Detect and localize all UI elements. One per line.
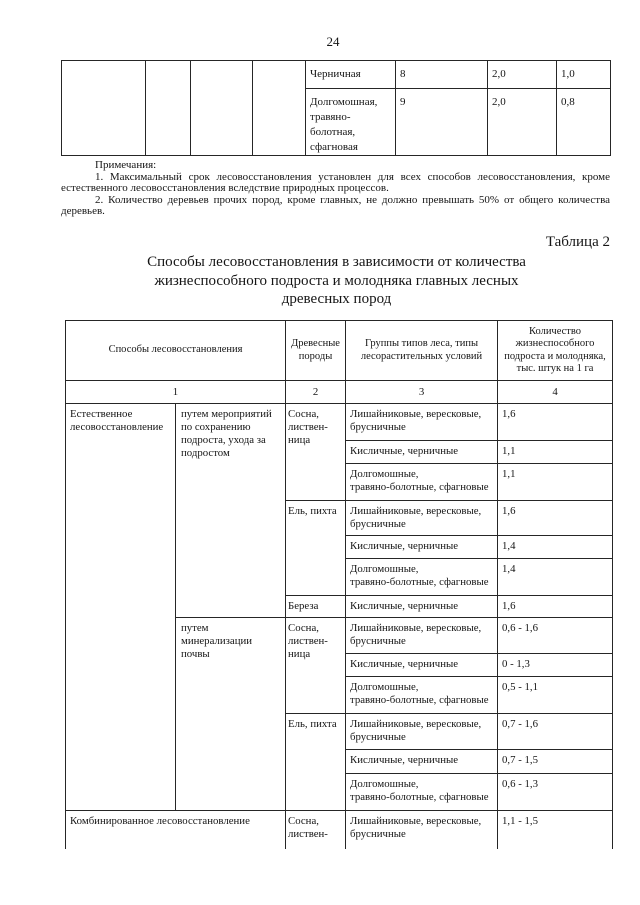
method-combined: Комбинированное лесовосстановление: [66, 811, 286, 849]
quantity-cell: 0,7 - 1,6: [498, 714, 613, 750]
forest-group-cell: Долгомошные, травяно-болотные, сфагновые: [346, 677, 498, 714]
note-1-line-1: 1. Максимальный срок лесовосстановления установлен для всех способов лесовосстановления, кроме: [95, 170, 610, 183]
value-cell: 2,0: [488, 61, 557, 89]
column-number: 2: [286, 381, 346, 404]
table-label: Таблица 2: [545, 234, 610, 250]
column-number: 3: [346, 381, 498, 404]
submethod-preservation: путем мероприятий по сохранению подроста, ухода за подростом: [176, 404, 286, 618]
value-cell: 9: [396, 89, 488, 156]
forest-group-cell: Долгомошные, травяно-болотные, сфагновые: [346, 464, 498, 501]
header-quantity: Количество жизнеспособного подроста и молодняка, тыс. штук на 1 га: [498, 321, 613, 381]
header-row: [66, 321, 613, 381]
empty-cell: [191, 61, 253, 156]
quantity-cell: 1,6: [498, 501, 613, 536]
header-methods: Способы лесовосстановления: [66, 321, 286, 381]
header-forest-groups: Группы типов леса, типы лесорастительных условий: [346, 321, 498, 381]
table-title: [61, 253, 612, 309]
quantity-cell: 1,6: [498, 596, 613, 618]
note-2-line-2: деревьев.: [61, 205, 105, 218]
quantity-cell: 1,6: [498, 404, 613, 441]
forest-group-cell: Лишайниковые, вересковые, брусничные: [346, 714, 498, 750]
forest-group-cell: Долгомошные, травяно-болотные, сфагновые: [346, 774, 498, 811]
quantity-cell: 1,4: [498, 559, 613, 596]
value-cell: 8: [396, 61, 488, 89]
notes: [61, 160, 610, 218]
forest-type-cell: Долгомошная, травяно-болотная, сфагновая: [306, 89, 396, 156]
table-row: [66, 404, 613, 441]
value-cell: 1,0: [557, 61, 611, 89]
notes-heading: Примечания:: [95, 159, 157, 171]
forest-group-cell: Кисличные, черничные: [346, 536, 498, 559]
species-cell: Сосна, листвен- ница: [286, 618, 346, 714]
species-cell: Ель, пихта: [286, 501, 346, 596]
empty-cell: [146, 61, 191, 156]
quantity-cell: 0 - 1,3: [498, 654, 613, 677]
quantity-cell: 1,1: [498, 441, 613, 464]
species-cell: Береза: [286, 596, 346, 618]
table-title-line: Способы лесовосстановления в зависимости от количества: [147, 254, 526, 270]
forest-group-cell: Кисличные, черничные: [346, 654, 498, 677]
column-number-row: [66, 381, 613, 404]
forest-group-cell: Кисличные, черничные: [346, 441, 498, 464]
quantity-cell: 0,7 - 1,5: [498, 750, 613, 774]
quantity-cell: 0,6 - 1,6: [498, 618, 613, 654]
species-cell: Сосна, листвен- ница: [286, 404, 346, 501]
species-cell: Сосна, листвен-: [286, 811, 346, 849]
submethod-mineralization: путем минерализации почвы: [176, 618, 286, 811]
forest-type-cell: Черничная: [306, 61, 396, 89]
table-title-line: древесных пород: [281, 291, 392, 307]
value-cell: 2,0: [488, 89, 557, 156]
column-number: 1: [66, 381, 286, 404]
method-natural: Естественное лесовосстановление: [66, 404, 176, 811]
column-number: 4: [498, 381, 613, 404]
empty-cell: [62, 61, 146, 156]
forest-group-cell: Лишайниковые, вересковые, брусничные: [346, 618, 498, 654]
table-row: [62, 61, 611, 89]
forest-group-cell: Кисличные, черничные: [346, 596, 498, 618]
quantity-cell: 1,4: [498, 536, 613, 559]
page-number: 24: [326, 34, 340, 49]
quantity-cell: 1,1 - 1,5: [498, 811, 613, 849]
forest-group-cell: Лишайниковые, вересковые, брусничные: [346, 501, 498, 536]
quantity-cell: 1,1: [498, 464, 613, 501]
forest-group-cell: Кисличные, черничные: [346, 750, 498, 774]
reforestation-methods-table: [65, 320, 613, 849]
forest-group-cell: Лишайниковые, вересковые, брусничные: [346, 811, 498, 849]
quantity-cell: 0,5 - 1,1: [498, 677, 613, 714]
table-row: [66, 811, 613, 849]
table-title-line: жизнеспособного подроста и молодняка главных лесных: [154, 272, 519, 289]
quantity-cell: 0,6 - 1,3: [498, 774, 613, 811]
previous-table-continuation: [61, 60, 611, 156]
note-2-line-1: 2. Количество деревьев прочих пород, кроме главных, не должно превышать 50% от общего количества: [95, 193, 610, 206]
forest-group-cell: Лишайниковые, вересковые, брусничные: [346, 404, 498, 441]
value-cell: 0,8: [557, 89, 611, 156]
species-cell: Ель, пихта: [286, 714, 346, 811]
header-species: Древесные породы: [286, 321, 346, 381]
note-1-line-2: естественного лесовосстановления вследствие природных процессов.: [61, 182, 389, 195]
empty-cell: [253, 61, 306, 156]
forest-group-cell: Долгомошные, травяно-болотные, сфагновые: [346, 559, 498, 596]
